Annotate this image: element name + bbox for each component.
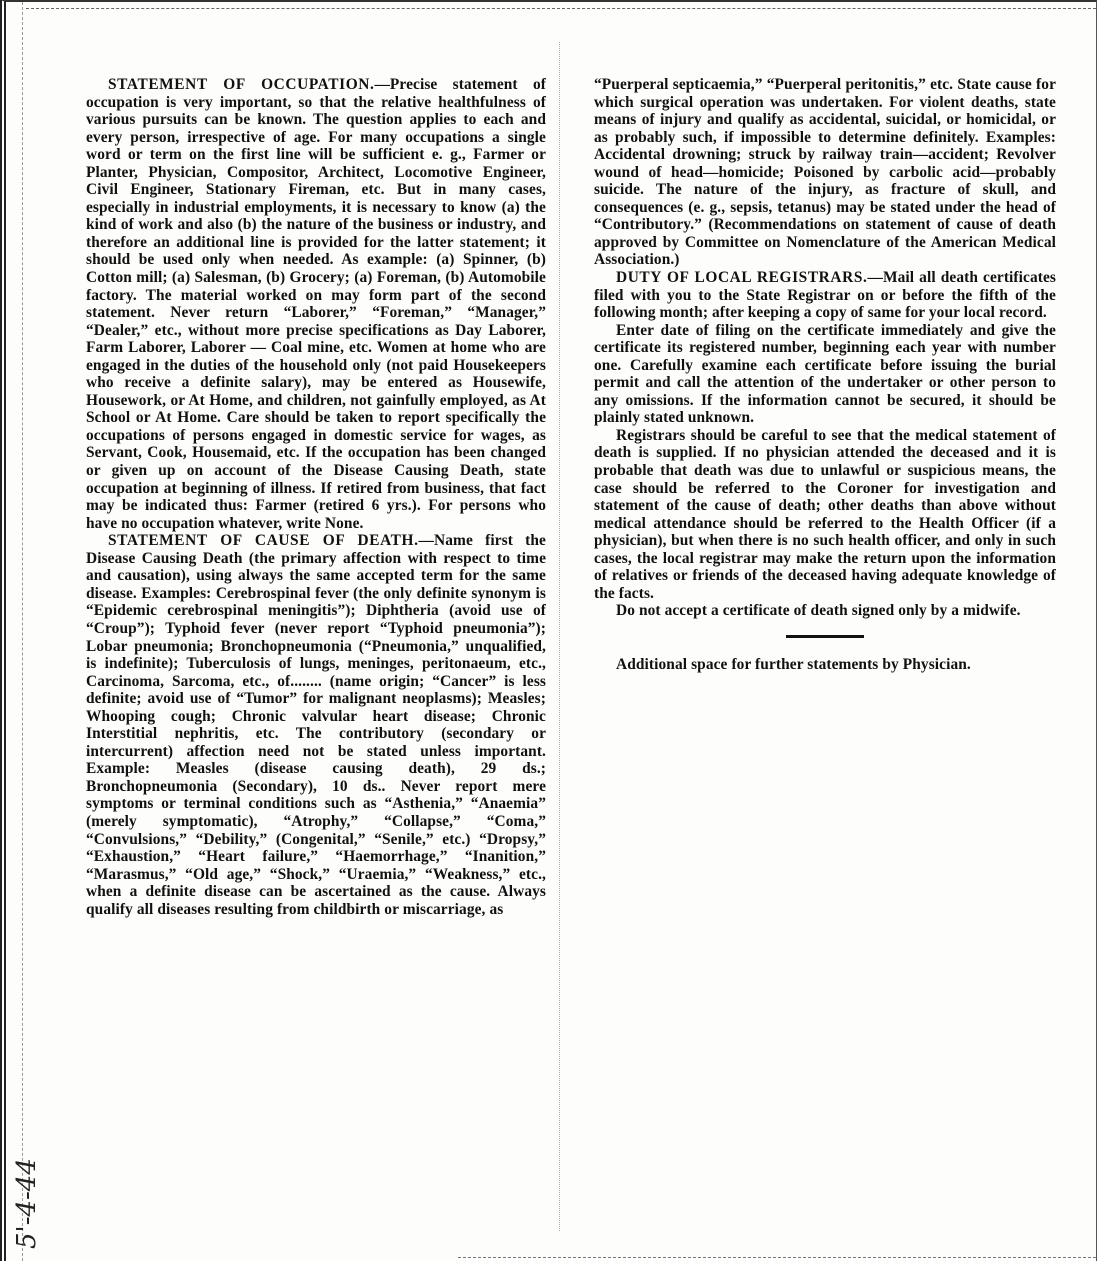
cause-text: —Name first the Disease Causing Death (the primary affection with respect to time and causation), using always the same accepted term for the same disease. Examples: Cerebrospinal fever (the only definite synonym is “Epidemic cerebrospinal meningitis”); Diphtheria (avoid use of “Croup”); Typhoid fever (never report “Typhoid pneumonia”); Lobar pneumonia; Bronchopneumonia (“Pneumonia,” unqualified, is indefinite); Tuberculosis of lungs, meninges, peritonaeum, etc., Carcinoma, Sarcoma, etc., of........ (name origin; “Cancer” is less definite; avoid use of “Tumor” for malignant neoplasms); Measles; Whooping cough; Chronic valvular heart disease; Chronic Interstitial nephritis, etc. The contributory (secondary or intercurrent) affection need not be stated unless important. Example: Measles (disease causing death), 29 ds.; Bronchopneumonia (Secondary), 10 ds.. Never report mere symptoms or terminal conditions such as “Asthenia,” “Anaemia” (merely symptomatic), “Atrophy,” “Collapse,” “Coma,” “Convulsions,” “Debility,” (Congenital,” “Senile,” etc.) “Dropsy,” “Exhaustion,” “Heart failure,” “Haemorrhage,” “Inanition,” “Marasmus,” “Old age,” “Shock,” “Uraemia,” “Weakness,” etc., when a definite disease can be ascertained as the cause. Always qualify all diseases resulting from childbirth or miscarriage, as: [86, 532, 546, 918]
duty-heading: DUTY OF LOCAL REGISTRARS.: [616, 269, 868, 287]
left-column: [86, 76, 546, 918]
binding-edge: [22, 2, 23, 1261]
additional-space-label: Additional space for further statements by Physician.: [616, 655, 971, 673]
duty-paragraph: [594, 269, 1056, 322]
filing-paragraph: Enter date of filing on the certificate immediately and give the certificate its registered number, beginning each year with number one. Carefully examine each certificate before issuing the burial permit and call the attention of the undertaker or other person to any omissions. If the information cannot be secured, it should be plainly stated unknown.: [594, 321, 1056, 427]
right-column: [594, 76, 1056, 674]
cause-paragraph: [86, 532, 546, 918]
medical-statement-paragraph: Registrars should be careful to see that the medical statement of death is supplied. If no physician attended the deceased and it is probable that death was due to unlawful or suspicious means, the case should be referred to the Coroner for investigation and statement of the cause of death; other deaths than above without medical attendance should be referred to the Health Officer (if a physician), but when there is no such health officer, and only in such cases, the local registrar may make the return upon the information of relatives or friends of the deceased having adequate knowledge of the facts.: [594, 426, 1056, 602]
occupation-heading: STATEMENT OF OCCUPATION.: [108, 76, 375, 93]
top-rule: [26, 8, 1096, 9]
handwritten-margin-note: 5'-4-44: [12, 1158, 42, 1249]
column-gutter: [559, 42, 560, 1231]
occupation-text: —Precise statement of occupation is very important, so that the relative healthfulness of various pursuits can be known. The question applies to each and every person, irrespective of age. For many occupations a single word or term on the first line will be sufficient e. g., Farmer or Planter, Physician, Compositor, Architect, Locomotive Engineer, Civil Engineer, Stationary Fireman, etc. But in many cases, especially in industrial employments, it is necessary to know (a) the kind of work and also (b) the nature of the business or industry, and therefore an additional line is provided for the latter statement; it should be used only when needed. As example: (a) Spinner, (b) Cotton mill; (a) Salesman, (b) Grocery; (a) Foreman, (b) Automobile factory. The material worked on may form part of the second statement. Never return “Laborer,” “Foreman,” “Manager,” “Dealer,” etc., without more precise specifications as Day Laborer, Farm Laborer, Laborer — Coal mine, etc. Women at home who are engaged in the duties of the household only (not paid Housekeepers who receive a definite salary), may be entered as Housewife, Housework, or At Home, and children, not gainfully employed, as At School or At Home. Care should be taken to report specifically the occupations of persons engaged in domestic service for wages, as Servant, Cook, Housemaid, etc. If the occupation has been changed or given up on account of the Disease Causing Death, state occupation at beginning of illness. If retired from business, that fact may be indicated thus: Farmer (retired 6 yrs.). For persons who have no occupation whatever, write None.: [86, 76, 546, 532]
midwife-paragraph: Do not accept a certificate of death signed only by a midwife.: [616, 602, 1021, 620]
cause-heading: STATEMENT OF CAUSE OF DEATH.: [108, 532, 419, 550]
occupation-paragraph: [86, 76, 546, 532]
section-divider: [786, 635, 864, 638]
cause-continued-paragraph: “Puerperal septicaemia,” “Puerperal peritonitis,” etc. State cause for which surgical operation was undertaken. For violent deaths, state means of injury and qualify as accidental, suicidal, or homicidal, or as probably such, if impossible to determine definitely. Examples: Accidental drowning; struck by railway train—accident; Revolver wound of head—homicide; Poisoned by carbolic acid—probably suicide. The nature of the injury, as fracture of skull, and consequences (e. g., sepsis, tetanus) may be stated under the head of “Contributory.” (Recommendations on statement of cause of death approved by Committee on Nomenclature of the American Medical Association.): [594, 76, 1056, 269]
bottom-rule: [458, 1257, 1096, 1258]
duty-text: —Mail all death certificates filed with you to the State Registrar on or before the fifth of the following month; after keeping a copy of same for your local record.: [594, 269, 1057, 322]
